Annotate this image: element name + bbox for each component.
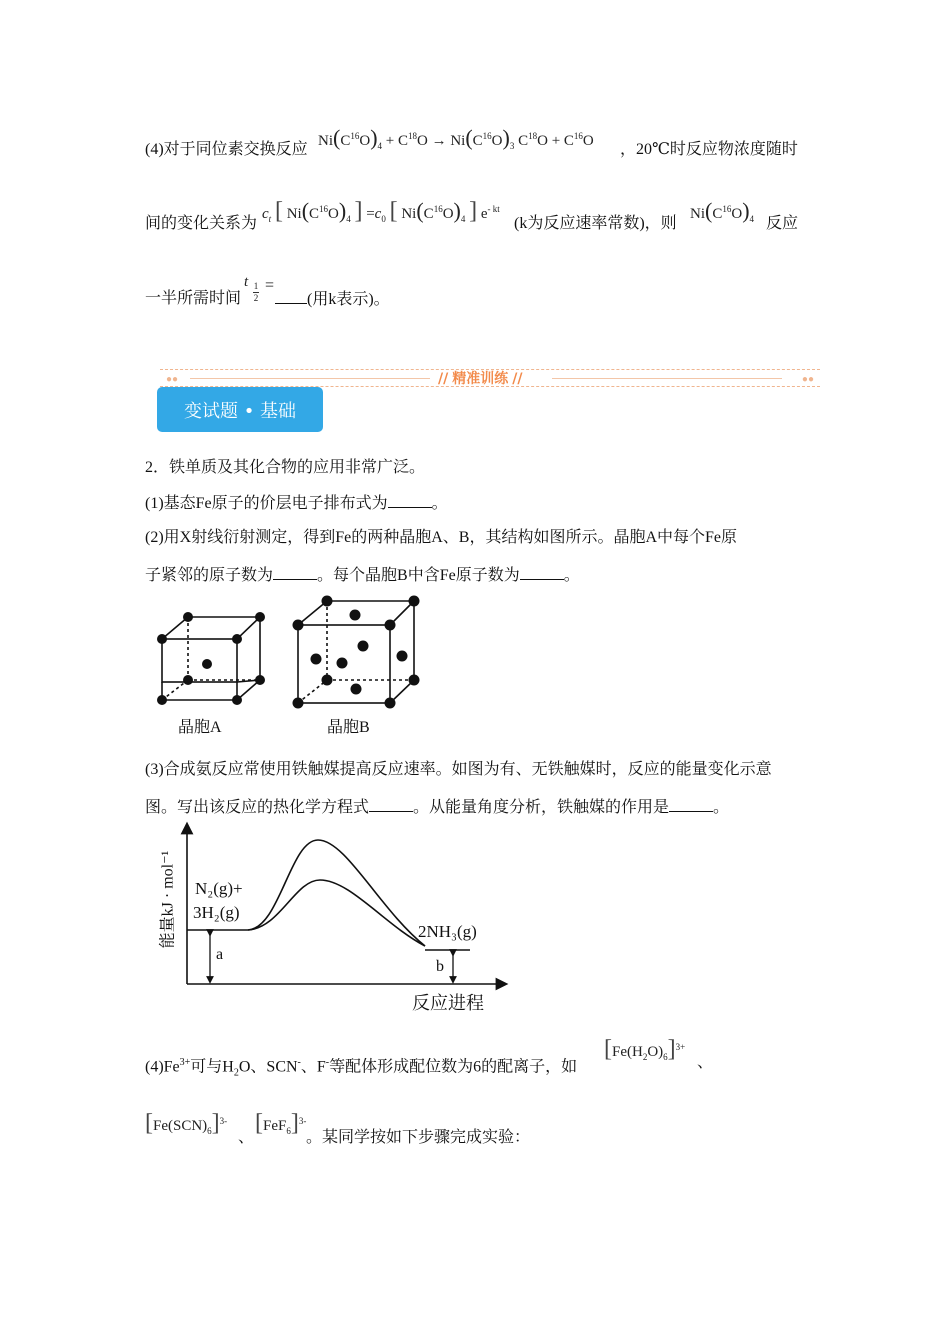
- banner-slash-right-icon: //: [512, 371, 523, 387]
- q4-line1: [145, 140, 308, 160]
- section-banner: [160, 366, 820, 388]
- answer-blank-half-life[interactable]: [275, 289, 307, 304]
- q4-line3-prefix: 一半所需时间: [145, 290, 242, 307]
- q2-part4-text-b: 可与H: [190, 1058, 234, 1076]
- banner-dots-right-icon: ●●: [801, 374, 814, 385]
- banner-title: 精准训练: [452, 371, 509, 387]
- cell-a-label: 晶胞A: [178, 719, 222, 736]
- label-a: a: [216, 946, 224, 963]
- q4-line2-prefix: 间的变化关系为: [145, 215, 258, 232]
- complex-fe-h2o: $[Fe(H_2O)_6]^{3+}$: [604, 1036, 686, 1062]
- q4-prefix: (4)对于同位素交换反应: [145, 141, 308, 158]
- banner-slash-left-icon: //: [438, 371, 449, 387]
- q2-part3-text-b: 。从能量角度分析，铁触媒的作用是: [413, 799, 670, 816]
- q2-part2-text-b: 。每个晶胞B中含Fe原子数为: [317, 567, 520, 584]
- q2-part1-text: (1)基态Fe原子的价层电子排布式为: [145, 495, 388, 512]
- q4-half-life-symbol: t 1 2: [244, 274, 259, 303]
- q4-exchange-equation: $Ni(C^{16}O)_4 + C^{18}O \to Ni(C^{16}O)_3$ $C^{18}O + C^{16}O$: [318, 125, 594, 151]
- q4-after-eq: ，20℃时反应物浓度随时: [620, 141, 798, 158]
- energy-xlabel: 反应进程: [412, 993, 484, 1013]
- q4-rate-law: $c_t$ [ $Ni(C^{16}O)_4$ ] $=c_0$ [ $Ni(C^{16}O)_4$ ] $e^{- kt}$: [262, 198, 500, 224]
- q2-part1: [145, 493, 448, 514]
- answer-blank-neighbors[interactable]: [273, 565, 317, 580]
- section-tag: 变试题 • 基础: [157, 387, 323, 432]
- q2-part3-end: 。: [713, 799, 730, 816]
- q2-part4-line2-sep: 、: [238, 1129, 255, 1146]
- answer-blank-thermo-equation[interactable]: [369, 797, 413, 812]
- q2-part2-end: 。: [563, 567, 580, 584]
- complex-fe-scn: $[Fe(SCN)_6]^{3-}$: [145, 1110, 228, 1136]
- q2-part4-text-e: 等配体形成配位数为6的配离子，如: [329, 1058, 578, 1076]
- banner-dots-left-icon: ●●: [166, 374, 179, 385]
- q4-line3-eq: =: [265, 277, 275, 294]
- q2-part2-line1: (2)用X射线衍射测定，得到Fe的两种晶胞A、B，其结构如图所示。晶胞A中每个Fe原: [145, 529, 737, 546]
- answer-blank-electron-config[interactable]: [388, 493, 432, 508]
- reactant-label-2: 3H₂(g): [193, 903, 240, 922]
- q2-part4-text-d: 、F: [300, 1058, 326, 1076]
- banner-title-wrap: [438, 368, 522, 388]
- answer-blank-catalyst-role[interactable]: [669, 797, 713, 812]
- q2-part1-end: 。: [431, 495, 448, 512]
- q2-part2-text-a: 子紧邻的原子数为: [145, 567, 274, 584]
- q2-intro: 2．铁单质及其化合物的应用非常广泛。: [145, 459, 426, 476]
- uncatalyzed-curve: [248, 840, 425, 946]
- reactant-label-1: N₂(g)+: [195, 879, 243, 898]
- cell-a-diagram: [162, 617, 260, 700]
- q2-part3-text-a: 图。写出该反应的热化学方程式: [145, 799, 370, 816]
- q4-line2-end: 反应: [766, 215, 799, 232]
- label-b: b: [436, 958, 444, 975]
- q4-line2-mid: (k为反应速率常数)，则: [514, 215, 677, 232]
- answer-blank-atom-count[interactable]: [520, 565, 564, 580]
- product-label: 2NH₃(g): [418, 922, 477, 941]
- energy-ylabel: 能量kJ · mol⁻¹: [159, 850, 177, 949]
- q2-part3-line2: [145, 797, 729, 818]
- q2-part3-line1: (3)合成氨反应常使用铁触媒提高反应速率。如图为有、无铁触媒时，反应的能量变化示意: [145, 761, 772, 778]
- q2-part4-line1: $(4)Fe^{3+}$可与$H_2O$、SCN-、F-等配体形成配位数为6的配离子，如: [145, 1057, 578, 1079]
- q4-complex-formula: $Ni(C^{16}O)_4$: [690, 198, 755, 224]
- q2-part4-line2-end: 。某同学按如下步骤完成实验：: [306, 1129, 531, 1146]
- q4-line3-answer: [275, 289, 390, 310]
- q4-line3: [145, 289, 241, 309]
- cell-b-label: 晶胞B: [327, 719, 370, 736]
- banner-rule-right: [552, 378, 782, 379]
- q2-part4-text-c: O、SCN: [238, 1058, 298, 1076]
- q2-part2-line2: [145, 565, 580, 586]
- q2-part4-fe: (4)Fe: [145, 1058, 180, 1076]
- catalyzed-curve: [248, 880, 425, 946]
- q2-part4-sep: 、: [697, 1054, 714, 1071]
- cell-b-atoms: [293, 596, 420, 709]
- complex-fef6: $[FeF_6]^{3-}$: [255, 1110, 307, 1136]
- q4-line3-suffix: (用k表示)。: [307, 291, 390, 308]
- banner-rule-left: [190, 378, 430, 379]
